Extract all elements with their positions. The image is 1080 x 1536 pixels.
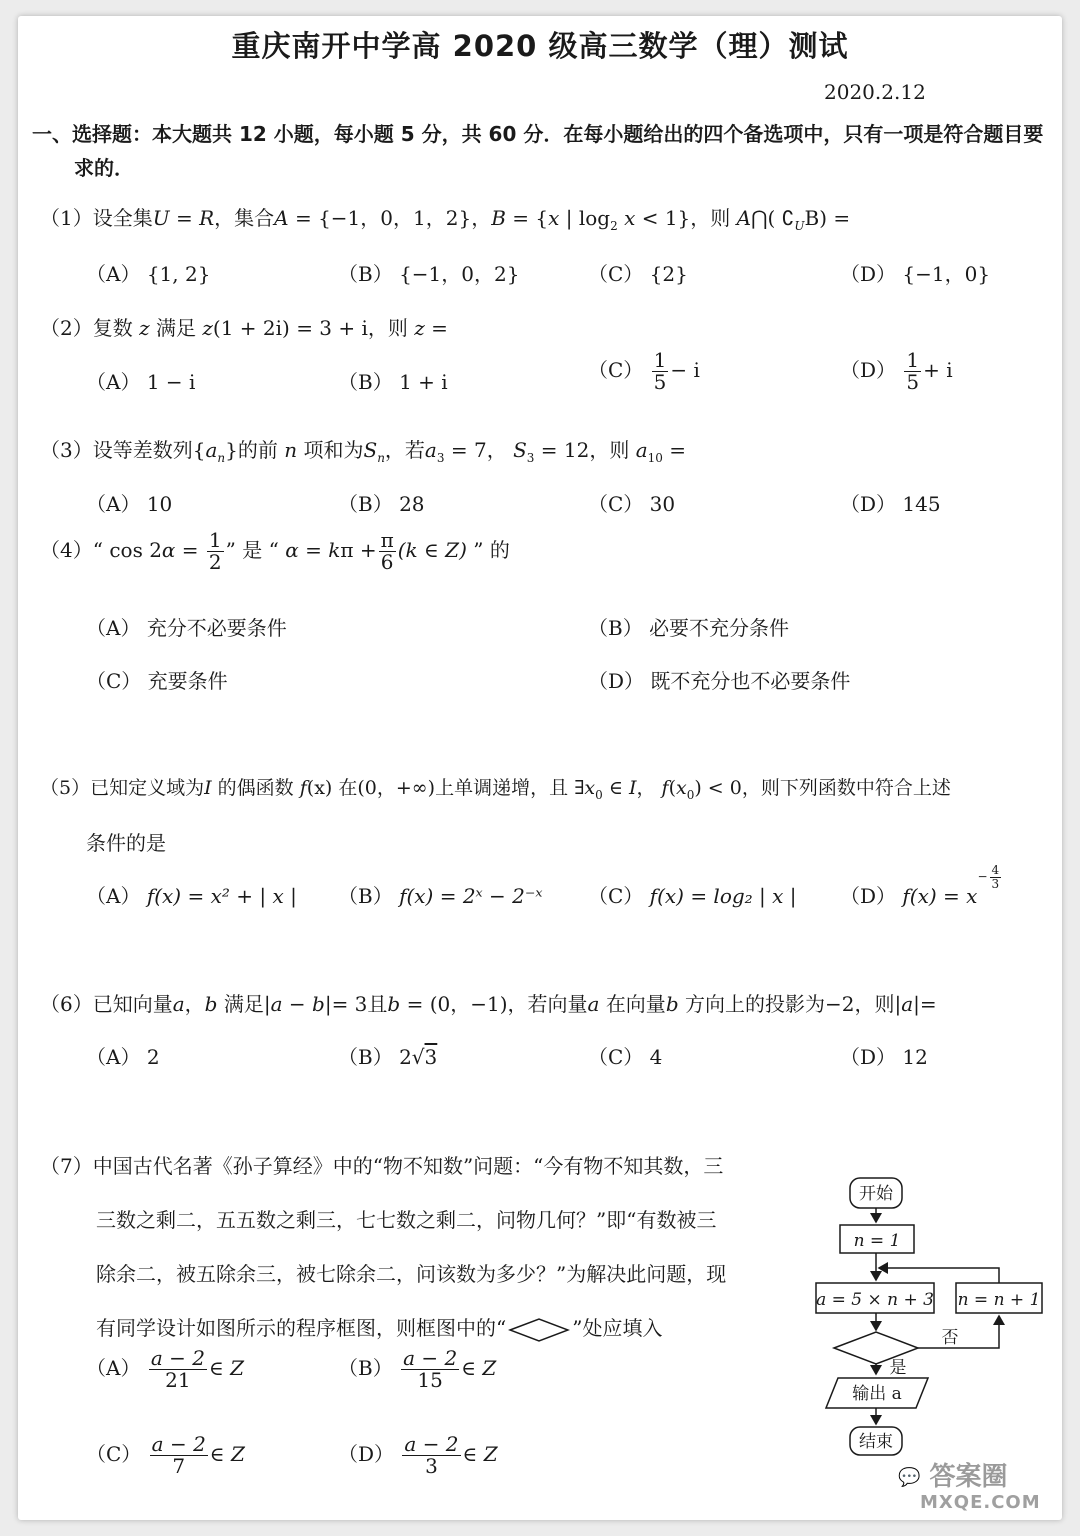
q1-option-a[interactable]: （A） {1, 2}: [86, 262, 211, 286]
q6-option-b[interactable]: （B） 2√3: [338, 1045, 438, 1069]
q2-option-a[interactable]: （A） 1 − i: [86, 370, 196, 394]
question-7: （7）中国古代名著《孙子算经》中的“物不知数”问题：“今有物不知其数，三: [40, 1154, 724, 1178]
question-6: （6）已知向量a，b 满足|a − b|= 3且b = (0，−1)，若向量a 在向量b 方向上的投影为−2，则|a|=: [40, 992, 937, 1016]
exam-title: 重庆南开中学高 2020 级高三数学（理）测试: [231, 29, 849, 63]
q5-option-b[interactable]: （B） f(x) = 2ˣ − 2⁻ˣ: [338, 884, 543, 908]
q4-option-a[interactable]: （A） 充分不必要条件: [86, 616, 287, 640]
exam-date: 2020.2.12: [824, 80, 926, 104]
question-4: （4）“ cos 2α = $\frac{1}{2}$ ” 是 “ α = kπ + $\frac{\pi}{6}$ (k ∈ Z) ” 的: [40, 528, 510, 574]
question-1: （1）设全集U = R，集合A = {−1，0，1，2}，B = {x | $\log_2 x < 1$}，则 A⋂( $∁_UB$) =: [40, 206, 851, 233]
question-2: （2）复数 z 满足 z(1 + 2i) = 3 + i，则 z =: [40, 316, 448, 340]
q7-option-a[interactable]: （A） $\frac{a - 2}{21}$ ∈ Z: [86, 1346, 244, 1392]
q4-option-c[interactable]: （C） 充要条件: [86, 669, 228, 693]
q7-option-b[interactable]: （B） $\frac{a - 2}{15}$ ∈ Z: [338, 1346, 497, 1392]
flow-end-label: 结束: [859, 1432, 893, 1452]
q3-option-a[interactable]: （A） 10: [86, 492, 173, 516]
q5-option-d[interactable]: （D） f(x) = x− $\frac{4}{3}$: [840, 863, 1000, 908]
flow-increment-label: n = n + 1: [957, 1290, 1041, 1310]
flow-output-label: 输出 a: [852, 1384, 902, 1404]
q3-option-b[interactable]: （B） 28: [338, 492, 425, 516]
q2-option-c[interactable]: （C） $\frac{1}{5}$ − i: [588, 348, 700, 394]
question-3: （3）设等差数列$\{a_n\}$的前 n 项和为$S_n$，若$a_3 = 7$， $S_3 = 12$，则 $a_{10}$ =: [40, 438, 687, 465]
q2-option-d[interactable]: （D） $\frac{1}{5}$ + i: [840, 348, 953, 394]
q2-option-b[interactable]: （B） 1 + i: [338, 370, 448, 394]
q4-option-b[interactable]: （B） 必要不充分条件: [588, 616, 790, 640]
flow-init-label: n = 1: [853, 1231, 901, 1251]
q7-option-c[interactable]: （C） $\frac{a - 2}{7}$ ∈ Z: [86, 1432, 245, 1478]
watermark-url: MXQE.COM: [920, 1492, 1041, 1513]
question-7-line2: 三数之剩二，五五数之剩三，七七数之剩二，问物几何？”即“有数被三: [96, 1208, 717, 1232]
q3-option-c[interactable]: （C） 30: [588, 492, 676, 516]
q6-option-a[interactable]: （A） 2: [86, 1045, 160, 1069]
flow-compute-label: a = 5 × n + 3: [816, 1290, 934, 1310]
q6-option-c[interactable]: （C） 4: [588, 1045, 663, 1069]
q1-option-d[interactable]: （D） {−1，0}: [840, 262, 991, 286]
q1-option-c[interactable]: （C） {2}: [588, 262, 688, 286]
section-heading-cont: 求的．: [74, 156, 134, 180]
flow-no-label: 否: [941, 1328, 959, 1348]
watermark-logo: 💬 答案圈: [898, 1462, 1008, 1492]
q5-option-c[interactable]: （C） f(x) = log₂ | x |: [588, 884, 797, 908]
program-flowchart: [800, 1170, 1050, 1470]
flow-yes-label: 是: [889, 1358, 907, 1378]
chat-bubble-icon: 💬: [898, 1467, 921, 1488]
q1-option-b[interactable]: （B） {−1，0，2}: [338, 262, 520, 286]
flow-start-label: 开始: [859, 1184, 893, 1204]
question-7-line4: 有同学设计如图所示的程序框图，则框图中的“ ”处应填入: [96, 1312, 662, 1343]
question-7-line3: 除余二，被五除余三，被七除余二，问该数为多少？”为解决此问题，现: [96, 1262, 727, 1286]
q5-option-a[interactable]: （A） f(x) = x² + | x |: [86, 884, 297, 908]
question-5-cont: 条件的是: [86, 831, 166, 855]
q4-option-d[interactable]: （D） 既不充分也不必要条件: [588, 669, 851, 693]
q7-option-d[interactable]: （D） $\frac{a - 2}{3}$ ∈ Z: [338, 1432, 498, 1478]
q3-option-d[interactable]: （D） 145: [840, 492, 941, 516]
question-5: （5）已知定义域为I 的偶函数 f(x) 在(0，+∞)上单调递增，且 $\exists x_0$ ∈ I， $f(x_0) < 0$，则下列函数中符合上述: [40, 777, 951, 802]
q6-option-d[interactable]: （D） 12: [840, 1045, 928, 1069]
section-heading: 一、选择题：本大题共 12 小题，每小题 5 分，共 60 分．在每小题给出的四个备选项中，只有一项是符合题目要: [32, 122, 1044, 146]
diamond-shape-icon: [508, 1317, 570, 1343]
